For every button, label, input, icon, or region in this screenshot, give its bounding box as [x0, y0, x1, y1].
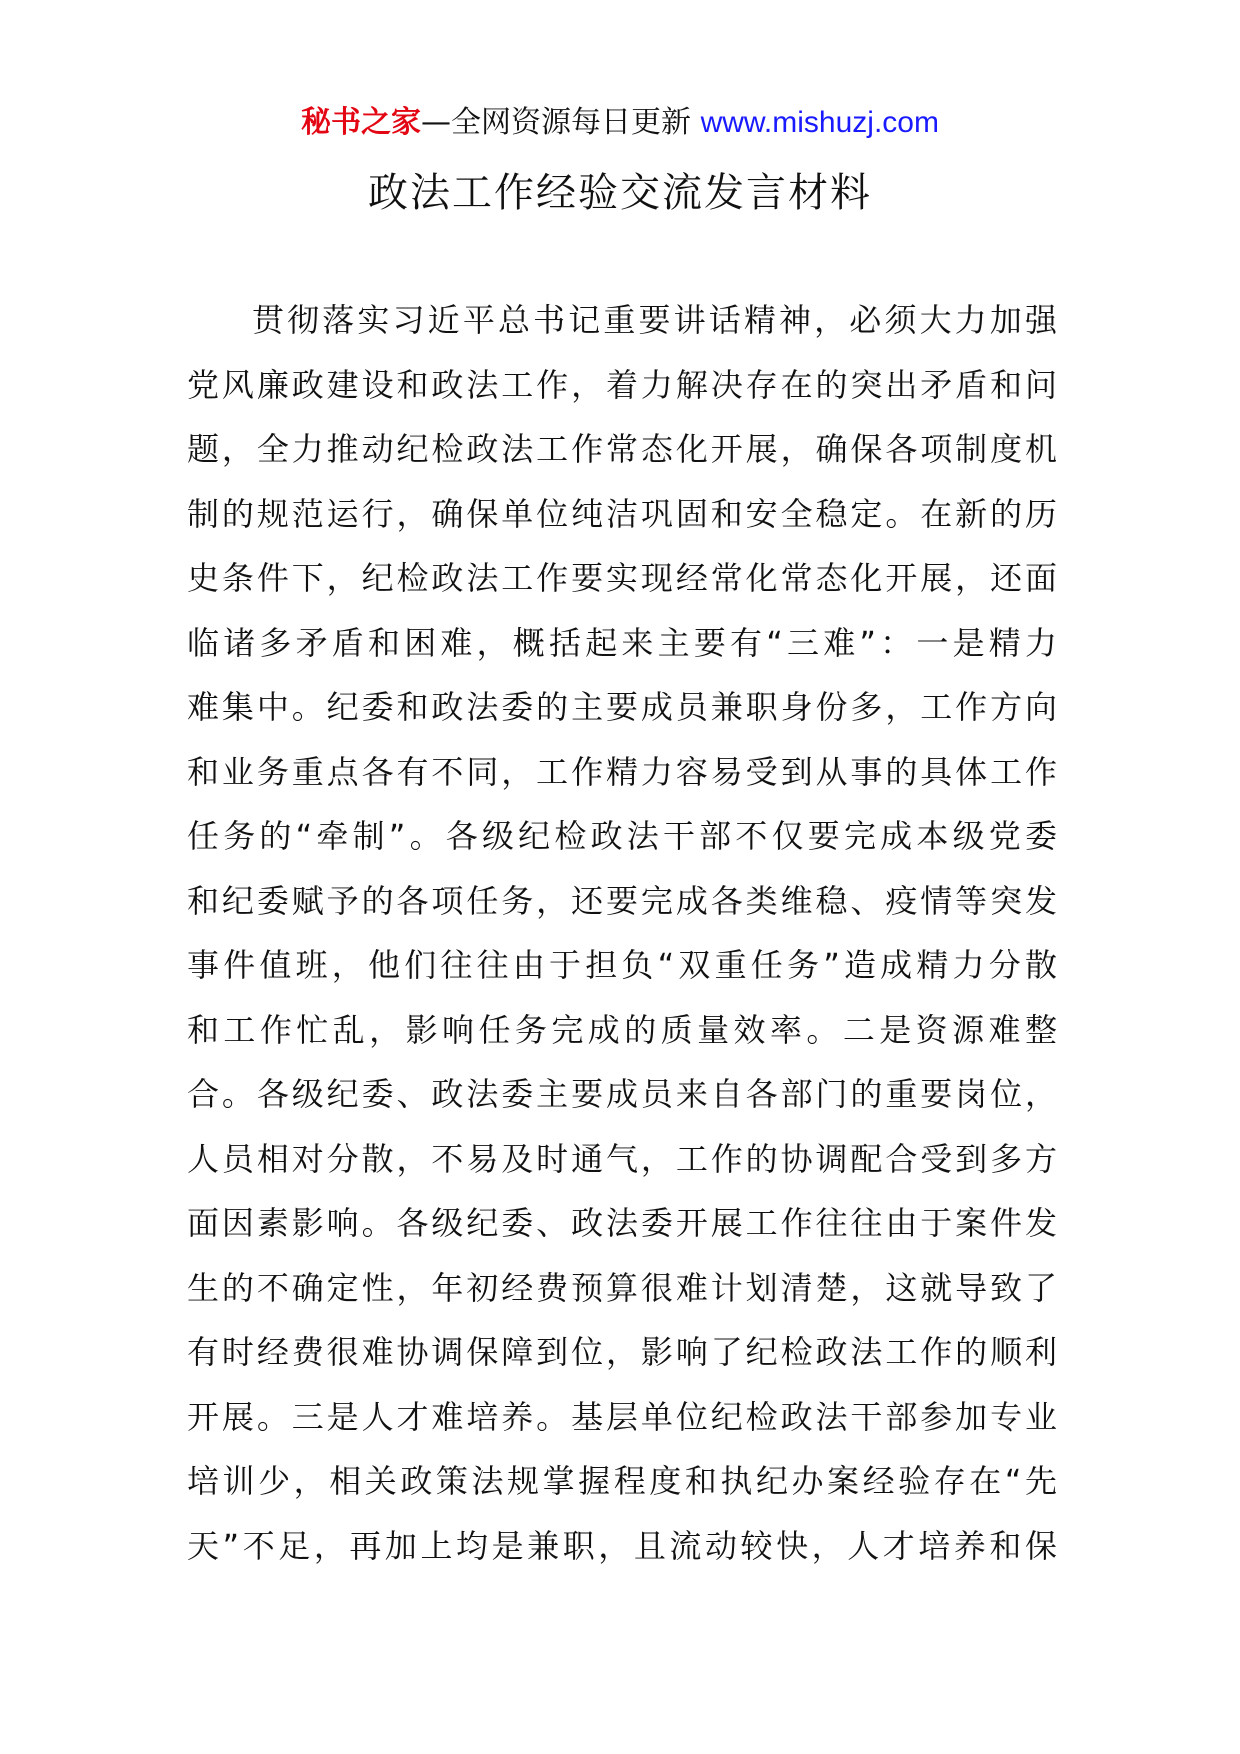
paragraph-line: 任务的“牵制”。各级纪检政法干部不仅要完成本级党委: [187, 817, 1057, 855]
paragraph-line: 贯彻落实习近平总书记重要讲话精神，必须大力加强: [252, 301, 1057, 339]
paragraph-line: 党风廉政建设和政法工作，着力解决存在的突出矛盾和问: [187, 365, 1057, 404]
paragraph-line: 和工作忙乱，影响任务完成的质量效率。二是资源难整: [187, 1010, 1057, 1049]
paragraph-line: 培训少，相关政策法规掌握程度和执纪办案经验存在“先: [187, 1462, 1057, 1500]
site-header: [0, 103, 1240, 143]
paragraph-line: 有时经费很难协调保障到位，影响了纪检政法工作的顺利: [187, 1333, 1057, 1371]
paragraph-line: 制的规范运行，确保单位纯洁巩固和安全稳定。在新的历: [187, 494, 1057, 533]
document-body: [187, 288, 1057, 1578]
paragraph-line: 史条件下，纪检政法工作要实现经常化常态化开展，还面: [187, 559, 1057, 597]
paragraph-line: 和纪委赋予的各项任务，还要完成各类维稳、疫情等突发: [187, 881, 1057, 920]
paragraph-line: 面因素影响。各级纪委、政法委开展工作往往由于案件发: [187, 1204, 1057, 1242]
header-tagline: —全网资源每日更新: [421, 105, 692, 140]
paragraph-line: 人员相对分散，不易及时通气，工作的协调配合受到多方: [187, 1139, 1057, 1178]
paragraph-line: 和业务重点各有不同，工作精力容易受到从事的具体工作: [187, 752, 1057, 791]
document-title: 政法工作经验交流发言材料: [368, 170, 872, 216]
paragraph-line: 题，全力推动纪检政法工作常态化开展，确保各项制度机: [187, 430, 1057, 468]
paragraph-line: 合。各级纪委、政法委主要成员来自各部门的重要岗位，: [187, 1075, 1057, 1113]
paragraph-line: 临诸多矛盾和困难，概括起来主要有“三难”：一是精力: [187, 623, 1057, 662]
paragraph-line: 开展。三是人才难培养。基层单位纪检政法干部参加专业: [187, 1397, 1057, 1436]
site-url-link[interactable]: www.mishuzj.com: [700, 106, 939, 139]
paragraph-line: 天”不足，再加上均是兼职，且流动较快，人才培养和保: [187, 1526, 1057, 1565]
paragraph-line: 难集中。纪委和政法委的主要成员兼职身份多，工作方向: [187, 688, 1057, 726]
brand-name: 秘书之家: [301, 105, 422, 140]
paragraph-line: 事件值班，他们往往由于担负“双重任务”造成精力分散: [187, 946, 1057, 984]
paragraph-line: 生的不确定性，年初经费预算很难计划清楚，这就导致了: [187, 1268, 1057, 1307]
